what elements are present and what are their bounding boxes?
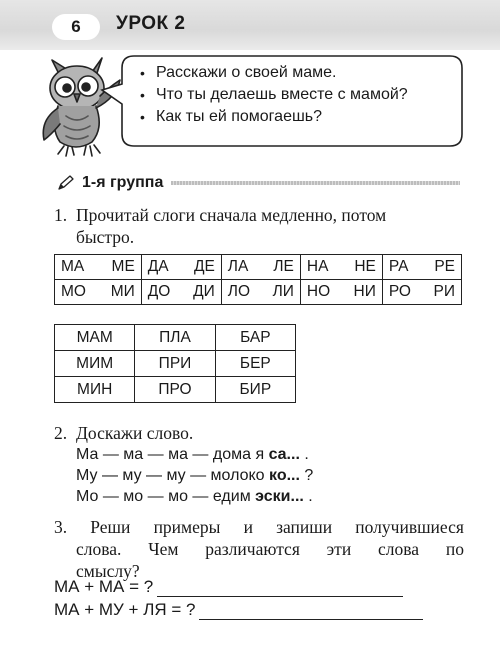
syllable: ДА [147,258,169,275]
phrase-line [76,444,313,465]
task-number: 2. [54,423,68,443]
lesson-title: УРОК 2 [116,13,186,34]
bubble-line [140,62,460,84]
table-cell [300,255,382,280]
task-word: Реши [90,517,131,537]
table-row [55,325,296,351]
task-line [54,516,464,538]
equation-text: МА + МА = ? [54,577,154,596]
table-row [55,255,462,280]
equation-1 [54,577,403,597]
syllable-pair [307,258,376,276]
syllable: НА [306,258,329,275]
task-number: 1. [54,205,68,225]
table-cell [382,280,461,305]
syllable: НЕ [354,258,376,275]
task-2 [54,422,193,444]
syllable: БАР [215,325,295,351]
syllable: МА [61,258,85,275]
phrase-end: . [299,446,309,463]
syllable-table-triples [54,324,296,403]
syllable-pair [389,283,455,301]
table-cell [382,255,461,280]
table-cell [221,280,300,305]
syllable: МИН [55,377,135,403]
task-number: 3. [54,517,68,537]
pencil-icon [56,174,76,192]
answer-line[interactable] [199,603,423,620]
syllable: НИ [353,283,376,300]
group-heading [56,172,460,194]
phrase-text: Му — му — му — молоко [76,467,270,484]
bubble-line-text: Расскажи о своей маме. [156,64,337,81]
phrase-missing-word: ко... [269,467,300,484]
task-text: быстро. [76,227,135,247]
table-row [55,351,296,377]
phrase-text: Ма — ма — ма — дома я [76,446,269,463]
syllable: МЕ [111,258,135,275]
syllable: НО [306,283,331,300]
syllable: МО [61,283,86,300]
phrase-text: Мо — мо — мо — едим [76,488,256,505]
table-cell [55,255,142,280]
group-divider [171,181,460,185]
syllable: ЛИ [272,283,294,300]
task-word: слова [378,539,420,559]
task-word: и [243,517,253,537]
syllable: ЛА [227,258,249,275]
syllable-pair [228,258,294,276]
syllable: РО [388,283,411,300]
table-cell [141,280,221,305]
answer-line[interactable] [157,580,403,597]
syllable: МИ [110,283,135,300]
task-word: эти [326,539,352,559]
task-word: запиши [276,517,333,537]
syllable: БЕР [215,351,295,377]
syllable: ПРО [135,377,215,403]
phrase-list [76,444,313,507]
bullet-icon: • [140,87,145,103]
bubble-line [140,106,460,128]
syllable: ЛЕ [273,258,294,275]
syllable: ПЛА [135,325,215,351]
syllable: РА [388,258,409,275]
phrase-line [76,465,313,486]
syllable-pair [148,283,215,301]
task-word: получившиеся [355,517,464,537]
syllable: РЕ [434,258,455,275]
table-cell [300,280,382,305]
task-1 [54,204,464,248]
task-word: Чем [148,539,179,559]
task-text: Доскажи слово. [76,423,194,443]
syllable: МАМ [55,325,135,351]
table-row [55,377,296,403]
syllable: ДО [147,283,171,300]
table-cell [141,255,221,280]
phrase-end: . [303,488,313,505]
task-word: по [445,539,464,559]
table-cell [221,255,300,280]
syllable-pair [307,283,376,301]
syllable-table-pairs [54,254,462,305]
bubble-text [140,62,460,128]
group-title: 1-я группа [82,174,164,191]
task-word: слова. [76,539,122,559]
bubble-line-text: Что ты делаешь вместе с мамой? [156,86,408,103]
syllable: РИ [433,283,455,300]
syllable-pair [228,283,294,301]
bubble-line-text: Как ты ей помогаешь? [156,108,323,125]
syllable: МИМ [55,351,135,377]
syllable: ДЕ [193,258,215,275]
syllable: БИР [215,377,295,403]
phrase-end: ? [299,467,314,484]
syllable-pair [148,258,215,276]
page-header [0,0,500,50]
syllable-pair [61,258,135,276]
task-word: различаются [205,539,300,559]
bullet-icon: • [140,65,145,81]
phrase-line [76,486,313,507]
bubble-line [140,84,460,106]
syllable-pair [61,283,135,301]
table-cell [55,280,142,305]
bullet-icon: • [140,109,145,125]
task-text: Прочитай слоги сначала медленно, потом [76,205,387,225]
task-text: смыслу? [76,561,140,581]
phrase-missing-word: эски... [255,488,304,505]
equation-text: МА + МУ + ЛЯ = ? [54,600,196,619]
equation-2 [54,600,423,620]
syllable-pair [389,258,455,276]
syllable: ПРИ [135,351,215,377]
task-line [54,538,464,560]
syllable: ДИ [193,283,215,300]
table-row [55,280,462,305]
syllable: ЛО [227,283,251,300]
page-number: 6 [52,14,100,40]
task-3 [54,516,464,582]
task-word: примеры [153,517,221,537]
phrase-missing-word: са... [268,446,300,463]
